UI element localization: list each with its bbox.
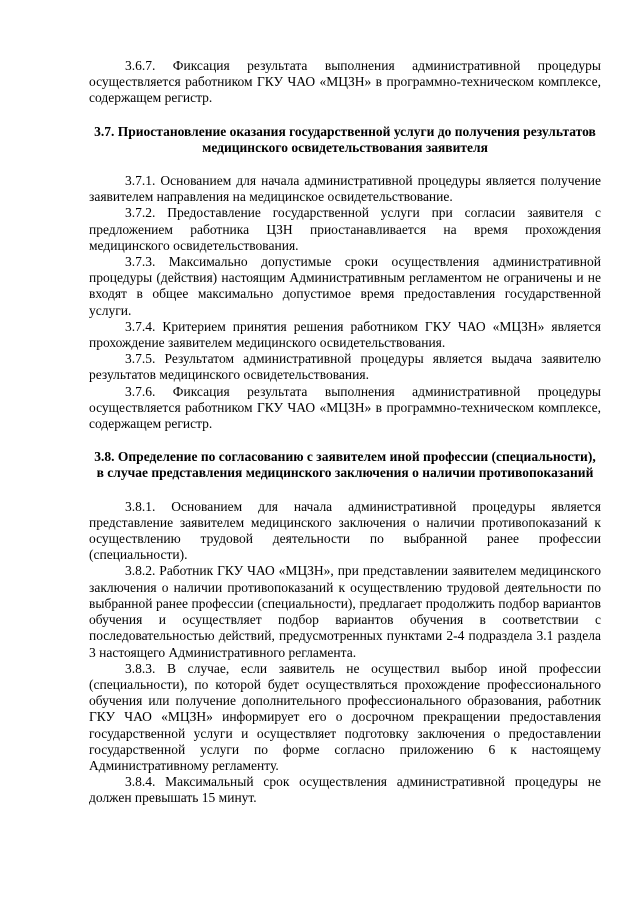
paragraph-3-7-1: 3.7.1. Основанием для начала административной процедуры является получение заявителем направления на медицинское освидетельствование. [89, 173, 601, 205]
paragraph-3-8-4: 3.8.4. Максимальный срок осуществления административной процедуры не должен превышать 15 минут. [89, 774, 601, 806]
paragraph-3-7-6: 3.7.6. Фиксация результата выполнения административной процедуры осуществляется работником ГКУ ЧАО «МЦЗН» в программно-техническом комплексе, содержащем регистр. [89, 383, 601, 432]
section-3-7-body [89, 173, 601, 432]
section-heading-3-8: 3.8. Определение по согласованию с заявителем иной профессии (специальности), в случае представления медицинского заключения о наличии противопоказаний [94, 449, 596, 481]
section-3-8-body [89, 499, 601, 807]
document-page [89, 58, 601, 807]
paragraph-3-7-4: 3.7.4. Критерием принятия решения работником ГКУ ЧАО «МЦЗН» является прохождение заявителем медицинского освидетельствования. [89, 318, 601, 351]
paragraph-3-8-3: 3.8.3. В случае, если заявитель не осуществил выбор иной профессии (специальности), по которой будет осуществляться прохождение профессионального обучения или получение дополнительного профессионального образования, работник ГКУ ЧАО «МЦЗН» информирует его о досрочном прекращении предоставления государственной услуги и осуществляет подготовку заключения о предоставлении государственной услуги по форме согласно приложению 6 к настоящему Административному регламенту. [89, 660, 601, 773]
paragraph-3-7-5: 3.7.5. Результатом административной процедуры является выдача заявителю результатов медицинского освидетельствования. [89, 351, 601, 383]
paragraph-3-7-2: 3.7.2. Предоставление государственной услуги при согласии заявителя с предложением работника ЦЗН приостанавливается на время прохождения медицинского освидетельствования. [89, 205, 601, 253]
section-heading-3-7: 3.7. Приостановление оказания государственной услуги до получения результатов медицинского освидетельствования заявителя [94, 123, 596, 155]
paragraph-3-6-7: 3.6.7. Фиксация результата выполнения административной процедуры осуществляется работником ГКУ ЧАО «МЦЗН» в программно-техническом комплексе, содержащем регистр. [89, 58, 601, 106]
paragraph-3-7-3: 3.7.3. Максимально допустимые сроки осуществления административной процедуры (действия) настоящим Административным регламентом не ограничены и не входят в общее максимально допустимое время предоставления государственной услуги. [89, 254, 601, 318]
paragraph-3-8-2: 3.8.2. Работник ГКУ ЧАО «МЦЗН», при представлении заявителем медицинского заключения о наличии противопоказаний к осуществлению трудовой деятельности по выбранной ранее профессии (специальности), предлагает продолжить подбор вариантов обучения и осуществляет подбор вариантов обучения в соответствии с последовательностью действий, предусмотренных пунктами 2-4 подраздела 3.1 раздела 3 настоящего Административного регламента. [89, 563, 601, 660]
paragraph-3-8-1: 3.8.1. Основанием для начала административной процедуры является представление заявителем медицинского заключения о наличии противопоказаний к осуществлению трудовой деятельности по выбранной ранее профессии (специальности). [89, 498, 601, 563]
